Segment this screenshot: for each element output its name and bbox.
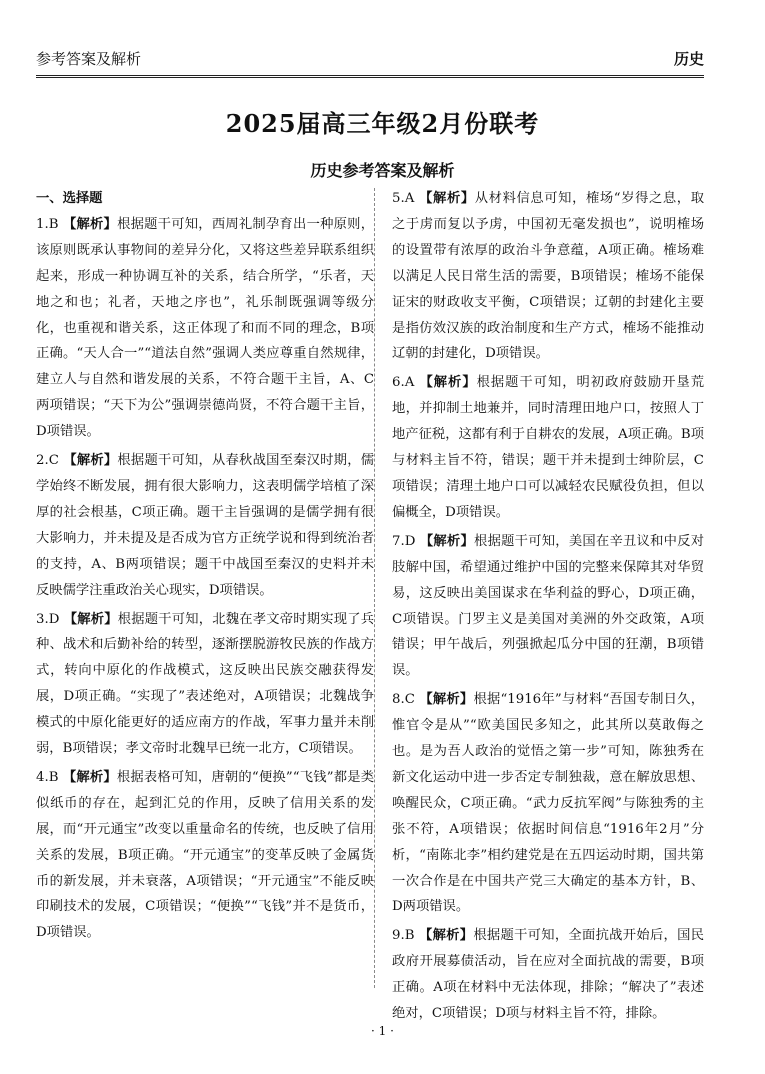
answer-number: 7. [392,533,405,549]
right-column [392,186,704,1030]
answer-letter: A [404,375,415,391]
column-divider [374,188,375,988]
answer-letter: D [48,611,60,627]
answer-item-6 [392,370,704,525]
answer-letter: B [48,769,59,785]
analysis-tag: 【解析】 [419,692,474,708]
answer-item-8 [392,687,704,920]
answer-number: 1. [36,216,49,232]
answer-letter: C [48,453,59,469]
answer-item-1 [36,212,374,445]
page-number: · 1 · [371,1024,394,1038]
answer-item-2 [36,448,374,603]
answer-number: 8. [392,692,405,708]
left-column [36,186,374,949]
answer-number: 6. [392,375,405,391]
answer-text: 根据表格可知，唐朝的“便换”“飞钱”都是类似纸币的存在，起到汇兑的作用，反映了信用关系的发展，而“开元通宝”改变以重量命名的传统，也反映了信用关系的发展，B项正确。“开元通宝”的变革反映了金属货币的新发展，并未衰落，A项错误；“开元通宝”不能反映印刷技术的发展，C项错误；“便换”“飞钱”并不是货币，D项错误。 [36,769,374,941]
page-header [36,44,704,78]
analysis-tag: 【解析】 [63,611,118,627]
answer-text: 从材料信息可知，榷场“岁得之息，取之于虏而复以予虏，中国初无毫发损也”，说明榷场的设置带有浓厚的政治斗争意蕴，A项正确。榷场难以满足人民日常生活的需要，B项错误；榷场不能保证宋的财政收支平衡，C项错误；辽朝的封建化主要是指仿效汉族的政治制度和生产方式，榷场不能推动辽朝的封建化，D项错误。 [392,191,705,362]
answer-text: 根据题干可知，明初政府鼓励开垦荒地，并抑制土地兼并，同时清理田地户口，按照人丁地产征税，这都有利于自耕农的发展，A项正确。B项与材料主旨不符，错误；题干并未提到士绅阶层，C项错误；清理土地户口可以减轻农民赋役负担，但以偏概全，D项错误。 [392,375,705,520]
analysis-tag: 【解析】 [418,928,474,944]
answer-text: 根据题干可知，西周礼制孕育出一种原则，该原则既承认事物间的差异分化，又将这些差异联系组织起来，形成一种协调互补的关系，结合所学，“乐者，天地之和也；礼者，天地之序也”，礼乐制既强调等级分化，也重视和谐关系，这正体现了和而不同的理念，B项正确。“天人合一”“道法自然”强调人类应尊重自然规律，建立人与自然和谐发展的关系，不符合题干主旨，A、C两项错误；“天下为公”强调崇德尚贤，不符合题干主旨，D项错误。 [36,216,374,440]
answer-text: 根据题干可知，全面抗战开始后，国民政府开展募债活动，旨在应对全面抗战的需要，B项正确。A项在材料中无法体现，排除；“解决了”表述绝对，C项错误；D项与材料主旨不符，排除。 [392,928,704,1022]
header-left-text: 参考答案及解析 [36,50,142,68]
answer-letter: A [404,191,415,206]
answer-letter: B [404,928,415,944]
answer-letter: D [404,533,416,549]
answer-text: 根据题干可知，从春秋战国至秦汉时期，儒学始终不断发展，拥有很大影响力，这表明儒学培植了深厚的社会根基，C项正确。题干主旨强调的是儒学拥有很大影响力，并未提及是否成为官方正统学说和得到统治者的支持，A、B两项错误；题干中战国至秦汉的史料并未反映儒学注重政治关心现实，D项错误。 [36,453,375,598]
answer-item-9 [392,923,704,1027]
answer-number: 9. [392,928,405,944]
section-heading: 一、选择题 [36,191,103,206]
answer-number: 4. [36,769,49,785]
answer-item-3 [36,607,374,762]
analysis-tag: 【解析】 [62,769,117,785]
answer-text: 根据“1916年”与材料“吾国专制日久，惟官令是从”“欧美国民多知之，此其所以莫敢侮之也。是为吾人政治的觉悟之第一步”可知，陈独秀在新文化运动中进一步否定专制独裁，意在解放思想、唤醒民众，C项正确。“武力反抗军阀”与陈独秀的主张不符，A项错误；依据时间信息“1916年2月”分析，“南陈北李”相约建党是在五四运动时期，国共第一次合作是在中国共产党三大确定的基本方针，B、D两项错误。 [392,692,705,915]
answer-item-7 [392,529,704,684]
answer-item-4 [36,765,374,946]
document-title: 2025届高三年级2月份联考 [225,109,540,138]
answer-letter: B [48,216,59,232]
document-subtitle: 历史参考答案及解析 [310,161,455,180]
analysis-tag: 【解析】 [419,375,477,391]
answer-text: 根据题干可知，北魏在孝文帝时期实现了兵种、战术和后勤补给的转型，逐渐摆脱游牧民族的作战方式，转向中原化的作战模式，这反映出民族交融获得发展，D项正确。“实现了”表述绝对，A项错误；北魏战争模式的中原化能更好的适应南方的作战，军事力量并未削弱，B项错误；孝文帝时北魏早已统一北方，C项错误。 [36,611,375,757]
analysis-tag: 【解析】 [419,191,475,206]
answer-number: 2. [36,453,49,469]
answer-letter: C [404,692,415,708]
answer-number: 5. [392,191,405,206]
answer-item-5 [392,186,704,367]
analysis-tag: 【解析】 [63,453,118,469]
answer-number: 3. [36,611,49,627]
analysis-tag: 【解析】 [62,216,118,232]
analysis-tag: 【解析】 [419,533,475,549]
header-subject: 历史 [673,50,704,68]
answer-text: 根据题干可知，美国在辛丑议和中反对肢解中国，希望通过维护中国的完整来保障其对华贸易，这反映出美国谋求在华利益的野心，D项正确，C项错误。门罗主义是美国对美洲的外交政策，A项错误；甲午战后，列强掀起瓜分中国的狂潮，B项错误。 [392,533,705,679]
